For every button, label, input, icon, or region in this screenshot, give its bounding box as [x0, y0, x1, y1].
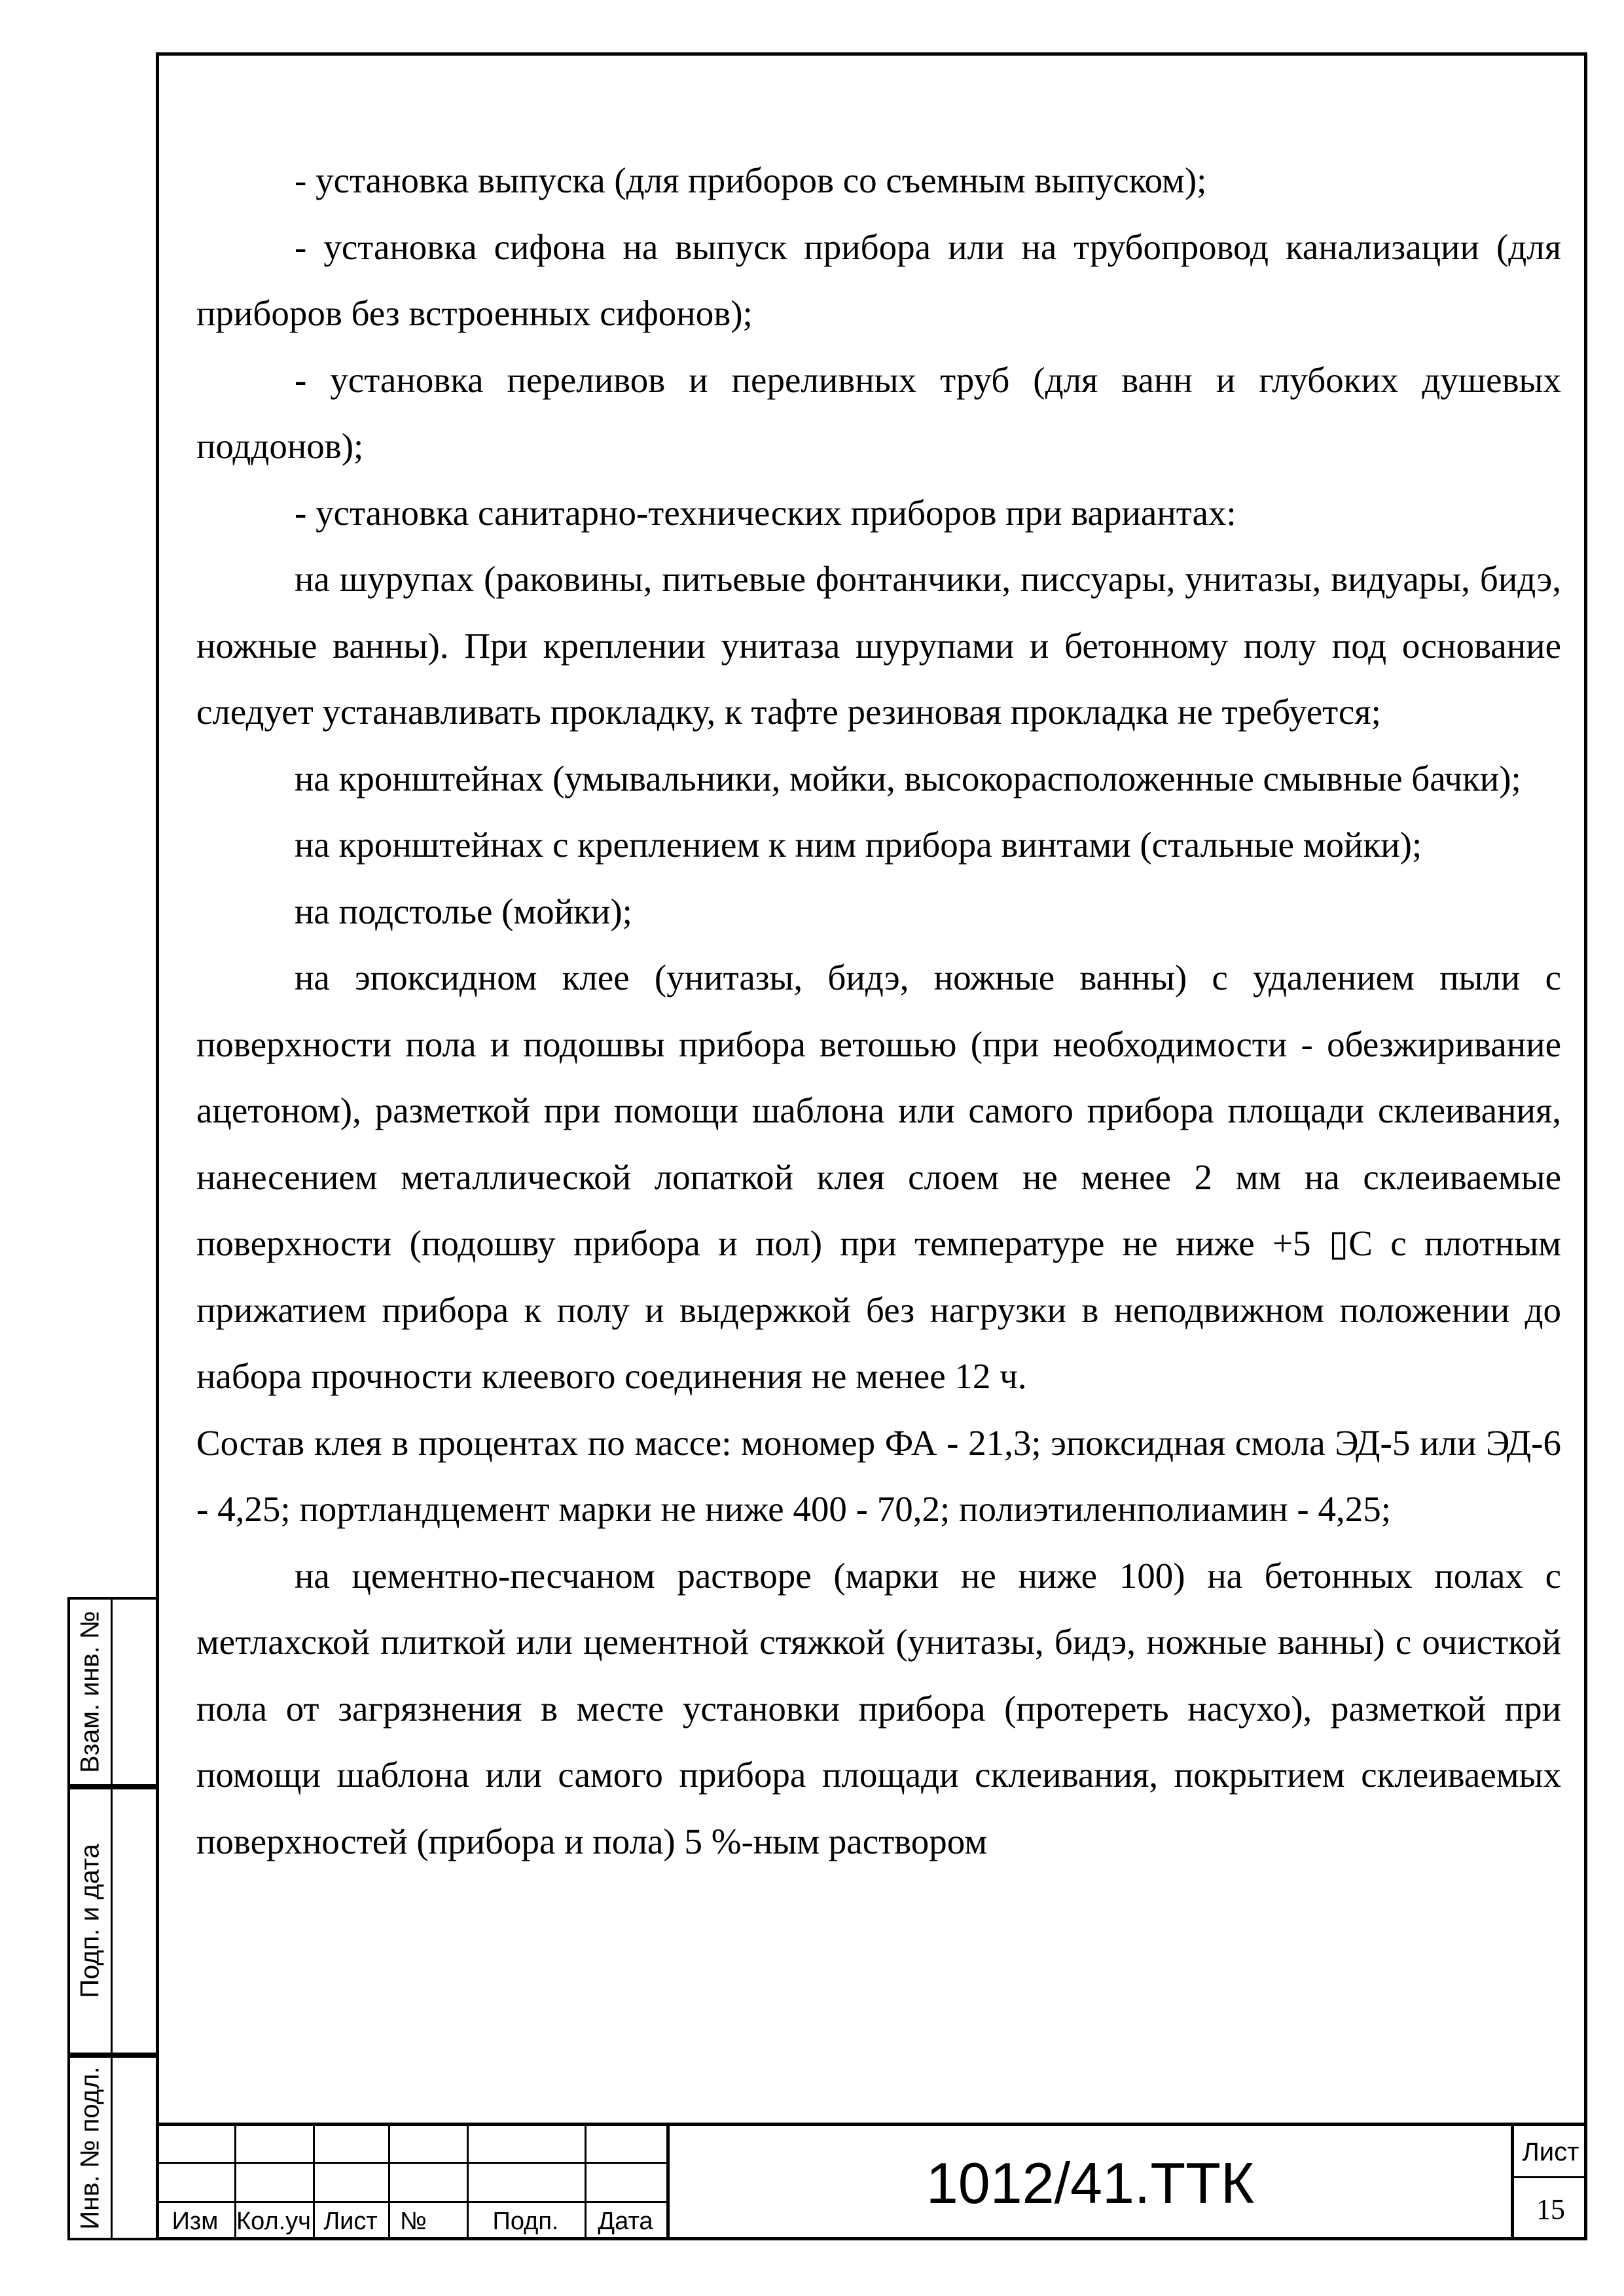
column-podp: Подп.	[492, 2208, 559, 2235]
body-paragraph: - установка сифона на выпуск прибора или на трубопровод канализации (для приборов без встроенных сифонов);	[196, 226, 1561, 333]
side-label-inv-podl: Инв. № подл.	[75, 2066, 105, 2230]
column-kol-uch: Кол.уч	[236, 2208, 311, 2235]
body-paragraph: на подстолье (мойки);	[295, 891, 632, 931]
body-paragraph: на эпоксидном клее (унитазы, бидэ, ножные ванны) с удалением пыли с поверхности пола и подошвы прибора ветошью (при необходимости - обезжиривание ацетоном), разметкой при помощи шаблона или самого прибора площади склеивания, нанесением металлической лопаткой клея слоем не менее 2 мм на склеиваемые поверхности (подошву прибора и пол) при температуре не ниже +5 ▯С с плотным прижатием прибора к полу и выдержкой без нагрузки в неподвижном положении до набора прочности клеевого соединения не менее 12 ч.	[196, 958, 1561, 1396]
body-paragraph: - установка санитарно-технических приборов при вариантах:	[295, 492, 1236, 533]
side-label-vzam-inv: Взам. инв. №	[75, 1611, 105, 1773]
side-stamp-vzam-inv	[67, 1597, 156, 1787]
body-paragraph: на кронштейнах (умывальники, мойки, высокорасположенные смывные бачки);	[295, 758, 1521, 798]
document-code: 1012/41.ТТК	[666, 2126, 1511, 2240]
sheet-label: Лист	[1514, 2126, 1587, 2178]
body-paragraph: - установка переливов и переливных труб (для ванн и глубоких душевых поддонов);	[196, 359, 1561, 466]
body-paragraph: на кронштейнах с креплением к ним прибора винтами (стальные мойки);	[295, 825, 1422, 865]
column-list: Лист	[323, 2208, 378, 2235]
sheet-box	[1511, 2126, 1587, 2240]
body-paragraph: на цементно-песчаном растворе (марки не ниже 100) на бетонных полах с метлахской плиткой или цементной стяжкой (унитазы, бидэ, ножные ванны) с очисткой пола от загрязнения в месте установки прибора (протереть насухо), разметкой при помощи шаблона или самого прибора площади склеивания, покрытием склеиваемых поверхностей (прибора и пола) 5 %-ным раствором	[196, 1555, 1561, 1861]
sheet-number: 15	[1536, 2193, 1565, 2225]
side-stamp-inv-podl	[67, 2055, 156, 2240]
side-label-podp-data: Подп. и дата	[75, 1844, 105, 1998]
column-number: №	[400, 2208, 427, 2235]
title-block-revision-grid	[156, 2126, 666, 2240]
column-data: Дата	[598, 2208, 653, 2235]
column-izm: Изм	[171, 2208, 219, 2235]
document-body	[196, 147, 1561, 1874]
body-paragraph: Состав клея в процентах по массе: мономер ФА - 21,3; эпоксидная смола ЭД-5 или ЭД-6 - 4,25; портландцемент марки не ниже 400 - 70,2; полиэтиленполиамин - 4,25;	[196, 1422, 1561, 1529]
body-paragraph: - установка выпуска (для приборов со съемным выпуском);	[295, 160, 1207, 200]
side-stamp-podp-data	[67, 1787, 156, 2055]
body-paragraph: на шурупах (раковины, питьевые фонтанчики, писсуары, унитазы, видуары, бидэ, ножные ванны). При креплении унитаза шурупами и бетонному полу под основание следует устанавливать прокладку, к тафте резиновая прокладка не требуется;	[196, 559, 1561, 732]
